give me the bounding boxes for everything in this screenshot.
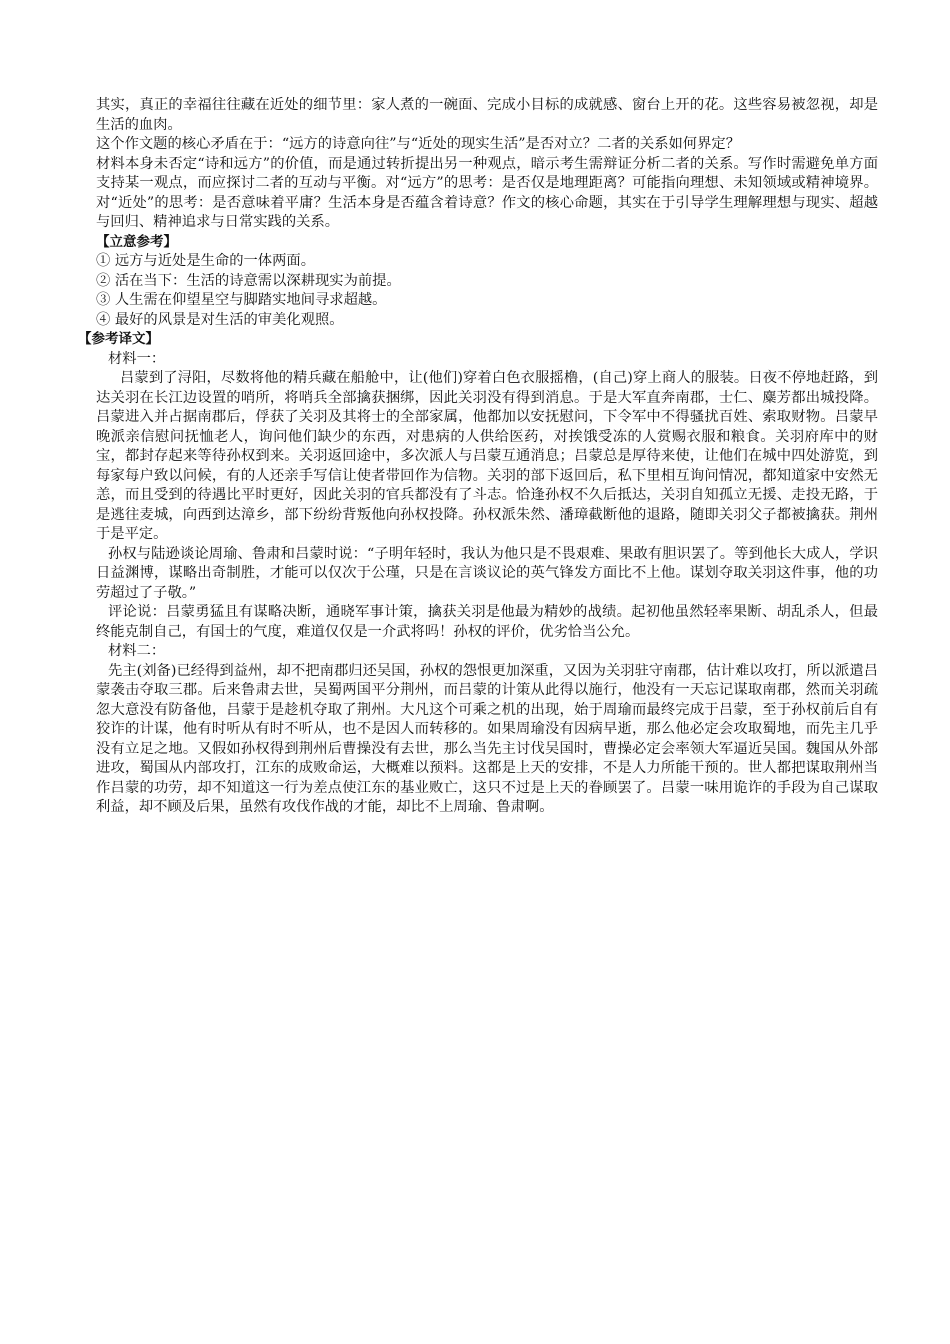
material2-paragraph-1: 先主(刘备)已经得到益州，却不把南郡归还吴国，孙权的怨恨更加深重，又因为关羽驻守南郡，估计难以攻打，所以派遣吕蒙袭击夺取三郡。后来鲁肃去世，吴蜀两国平分荆州，而吕蒙的计策从此得以施行，他没有一天忘记谋取南郡，然而关羽疏忽大意没有防备他，吕蒙于是趁机夺取了荆州。大凡这个可乘之机的出现，始于周瑜而最终完成于吕蒙，至于孙权前后自有狡诈的计谋，他有时听从有时不听从，也不是因人而转移的。如果周瑜没有因病早逝，那么他必定会攻取蜀地，而先主几乎没有立足之地。又假如孙权得到荆州后曹操没有去世，那么当先主讨伐吴国时，曹操必定会率领大军逼近吴国。魏国从外部进攻，蜀国从内部攻打，江东的成败命运，大概难以预料。这都是上天的安排，不是人力所能干预的。世人都把谋取荆州当作吕蒙的功劳，却不知道这一行为差点使江东的基业败亡，这只不过是上天的眷顾罢了。吕蒙一味用诡诈的手段为自己谋取利益，却不顾及后果，虽然有攻伐作战的才能，却比不上周瑜、鲁肃啊。 (96, 662, 878, 815)
paragraph-core-contradiction: 这个作文题的核心矛盾在于：“远方的诗意向往”与“近处的现实生活”是否对立？二者的关系如何界定？ (96, 136, 740, 152)
material1-paragraph-1: 吕蒙到了浔阳，尽数将他的精兵藏在船舱中，让(他们)穿着白色衣服摇橹，(自己)穿上商人的服装。日夜不停地赶路，到达关羽在长江边设置的哨所，将哨兵全部擒获捆绑，因此关羽没有得到消息。于是大军直奔南郡，士仁、麋芳都出城投降。吕蒙进入并占据南郡后，俘获了关羽及其将士的全部家属，他都加以安抚慰问，下令军中不得骚扰百姓、索取财物。吕蒙早晚派亲信慰问抚恤老人，询问他们缺少的东西，对患病的人供给医药，对挨饿受冻的人赏赐衣服和粮食。关羽府库中的财宝，都封存起来等待孙权到来。关羽返回途中，多次派人与吕蒙互通消息；吕蒙总是厚待来使，让他们在城中四处游览，到每家每户致以问候，有的人还亲手写信让使者带回作为信物。关羽的部下返回后，私下里相互询问情况，都知道家中安然无恙，而且受到的待遇比平时更好，因此关羽的官兵都没有了斗志。恰逢孙权不久后抵达，关羽自知孤立无援、走投无路，于是逃往麦城，向西到达漳乡，部下纷纷背叛他向孙权投降。孙权派朱然、潘璋截断他的退路，随即关羽父子都被擒获。荆州于是平定。 (96, 370, 878, 542)
label-material-2: 材料二： (108, 643, 166, 659)
heading-translation: 【参考译文】 (78, 331, 159, 347)
lizhi-item-1: ① 远方与近处是生命的一体两面。 (96, 253, 315, 269)
material1-paragraph-3: 评论说：吕蒙勇猛且有谋略决断，通晓军事计策，擒获关羽是他最为精妙的战绩。起初他虽然轻率果断、胡乱杀人，但最终能克制自己，有国士的气度，难道仅仅是一介武将吗！孙权的评价，优劣恰当公允。 (96, 604, 878, 640)
document-page (78, 96, 878, 818)
material1-paragraph-2: 孙权与陆逊谈论周瑜、鲁肃和吕蒙时说：“子明年轻时，我认为他只是不畏艰难、果敢有胆识罢了。等到他长大成人，学识日益渊博，谋略出奇制胜，才能可以仅次于公瑾，只是在言谈议论的英气锋发方面比不上他。谋划夺取关羽这件事，他的功劳超过了子敬。” (96, 545, 878, 601)
heading-lizhi: 【立意参考】 (96, 233, 177, 250)
paragraph-happiness: 其实，真正的幸福往往藏在近处的细节里：家人煮的一碗面、完成小目标的成就感、窗台上开的花。这些容易被忽视，却是生活的血肉。 (96, 97, 878, 133)
label-material-1: 材料一： (108, 350, 166, 367)
lizhi-item-2: ② 活在当下：生活的诗意需以深耕现实为前提。 (96, 272, 401, 289)
lizhi-item-3: ③ 人生需在仰望星空与脚踏实地间寻求超越。 (96, 292, 387, 308)
lizhi-item-4: ④ 最好的风景是对生活的审美化观照。 (96, 311, 344, 328)
paragraph-analysis: 材料本身未否定“诗和远方”的价值，而是通过转折提出另一种观点，暗示考生需辩证分析二者的关系。写作时需避免单方面支持某一观点，而应探讨二者的互动与平衡。对“远方”的思考：是否仅是地理距离？可能指向理想、未知领域或精神境界。对“近处”的思考：是否意味着平庸？生活本身是否蕴含着诗意？作文的核心命题，其实在于引导学生理解理想与现实、超越与回归、精神追求与日常实践的关系。 (96, 155, 878, 230)
